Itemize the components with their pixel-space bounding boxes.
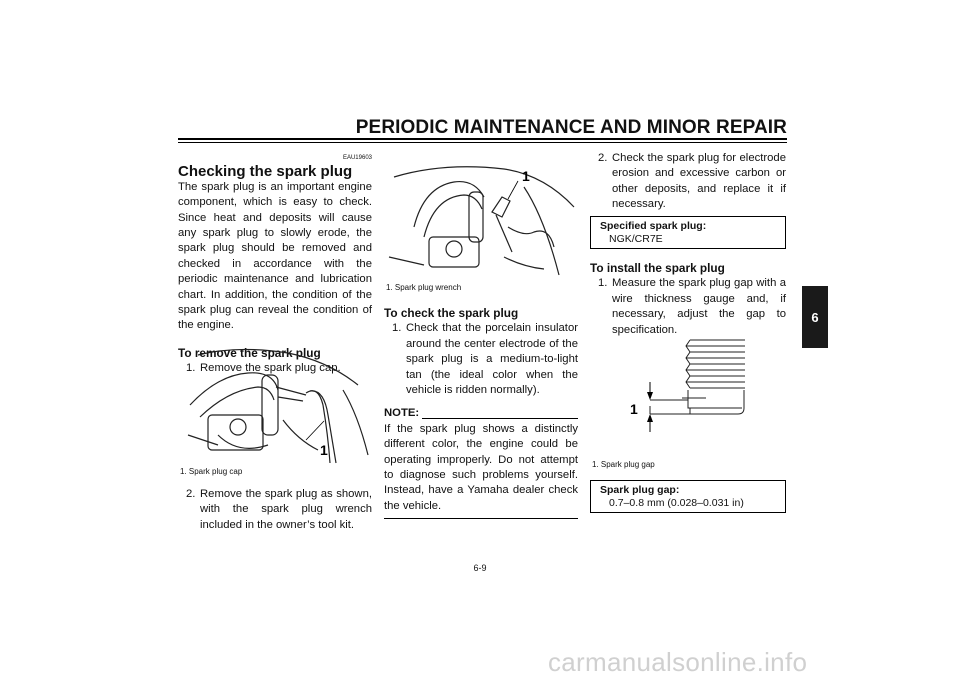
gap-box-value: 0.7–0.8 mm (0.028–0.031 in) (609, 497, 744, 509)
page-header-title: PERIODIC MAINTENANCE AND MINOR REPAIR (355, 117, 787, 138)
step-number: 1. (392, 322, 402, 335)
note-label: NOTE: (384, 407, 420, 420)
spark-plug-gap-illustration (610, 336, 760, 440)
remove-heading: To remove the spark plug (178, 345, 321, 360)
watermark: carmanualsonline.info (548, 647, 808, 677)
spark-plug-wrench-illustration (384, 157, 578, 277)
note-header (384, 406, 578, 421)
fig1-caption: 1. Spark plug cap (180, 467, 243, 476)
section-code: EAU19603 (342, 155, 372, 161)
left-column (178, 151, 372, 377)
check-heading: To check the spark plug (384, 306, 519, 320)
section-heading: Checking the spark plug (178, 163, 353, 181)
step-text: Check that the porcelain insulator around the center electrode of the spark plug is a medium-to-light tan (the ideal color when the vehicle is ridden normally). (406, 322, 578, 397)
step-number: 1. (598, 277, 608, 290)
fig2-caption: 1. Spark plug wrench (386, 283, 462, 292)
remove-step-2-block (178, 487, 372, 533)
step-text: Measure the spark plug gap with a wire thickness gauge and, if necessary, adjust the gap to specification. (612, 277, 786, 336)
step-text: Remove the spark plug cap. (200, 362, 341, 375)
check-step-1 (384, 321, 578, 398)
step-text: Check the spark plug for electrode erosion and excessive carbon or other deposits, and replace it if necessary. (612, 152, 786, 211)
step-text: Remove the spark plug as shown, with the spark plug wrench included in the owner’s tool kit. (200, 488, 372, 531)
install-heading: To install the spark plug (590, 261, 725, 275)
page-number: 6-9 (473, 563, 487, 573)
note-end-rule (384, 518, 578, 519)
gap-box-label: Spark plug gap: (600, 484, 680, 496)
fig1-callout: 1 (320, 442, 328, 458)
fig3-callout: 1 (630, 401, 638, 417)
step-number: 2. (598, 152, 608, 164)
spec-box-value: NGK/CR7E (609, 233, 663, 245)
intro-paragraph: The spark plug is an important engine component, which is easy to check. Since heat and deposits will cause any spark plug to slowly erode, the spark plug should be removed and checked in accordance with the periodic maintenance and lubrication chart. In addition, the condition of the spark plug can reveal the condition of the engine. (178, 180, 372, 332)
check-step-2 (590, 151, 786, 213)
install-block (590, 261, 786, 338)
header-rule-thin (178, 142, 787, 143)
spark-plug-cap-illustration (178, 345, 372, 465)
note-rule (422, 418, 578, 419)
right-column (590, 151, 786, 213)
middle-column (384, 306, 578, 519)
fig2-callout: 1 (522, 168, 530, 184)
gap-spec-box (590, 480, 786, 513)
note-text: If the spark plug shows a distinctly different color, the engine could be operating improperly. Do not attempt to diagnose such problems yourself. Instead, have a Yamaha dealer check the vehicle. (384, 422, 578, 512)
step-number: 2. (186, 488, 196, 500)
fig3-caption: 1. Spark plug gap (592, 460, 655, 469)
step-number: 1. (186, 362, 196, 375)
header-rule-thick (178, 138, 787, 140)
install-step-1 (590, 276, 786, 338)
chapter-tab[interactable]: 6 (802, 286, 828, 348)
spec-spark-plug-box (590, 216, 786, 249)
spec-box-label: Specified spark plug: (600, 220, 707, 232)
remove-step-2 (178, 487, 372, 533)
